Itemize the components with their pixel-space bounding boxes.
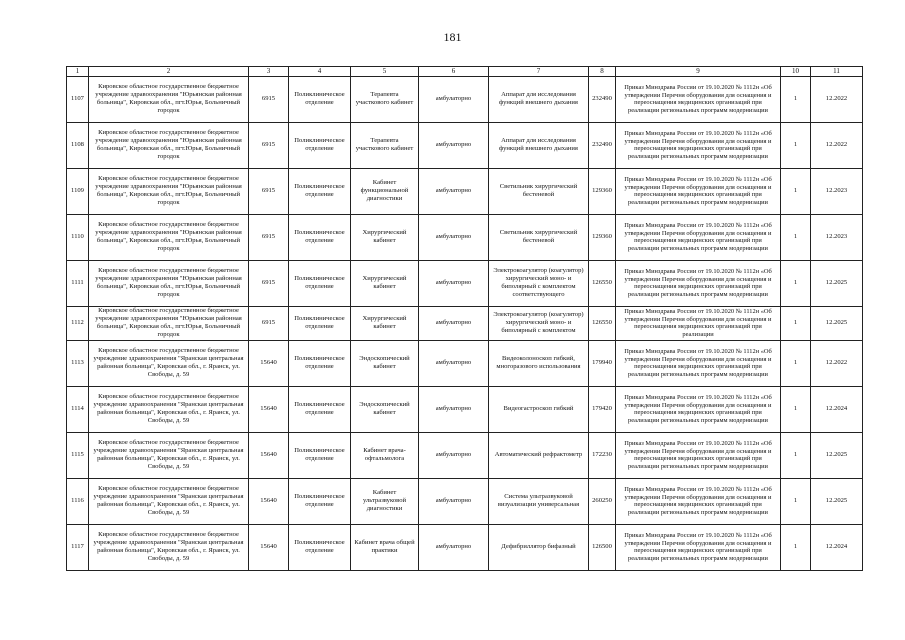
equipment-name-cell: Электрокоагулятор (коагулятор) хирургический моно- и биполярный с комплектом соответствующего [489,260,589,306]
room-cell: Кабинет врача-офтальмолога [351,432,419,478]
table-row [67,260,863,306]
department-cell: Поликлиническое отделение [289,524,351,570]
room-cell: Кабинет ультразвуковой диагностики [351,478,419,524]
table-row [67,76,863,122]
equipment-code-cell: 232490 [589,76,616,122]
equipment-name-cell: Дефибриллятор бифазный [489,524,589,570]
equipment-code-cell: 260250 [589,478,616,524]
department-cell: Поликлиническое отделение [289,306,351,340]
room-cell: Терапевта участкового кабинет [351,122,419,168]
deadline-cell: 12.2022 [811,340,863,386]
room-cell: Хирургический кабинет [351,260,419,306]
row-number-cell: 1111 [67,260,89,306]
equipment-code-cell: 129360 [589,168,616,214]
room-cell: Эндоскопический кабинет [351,386,419,432]
equipment-code-cell: 129360 [589,214,616,260]
legal-basis-cell: Приказ Минздрава России от 19.10.2020 № 1112н «Об утверждении Перечня оборудования для оснащения и переоснащения медицинских организаций при реализации [616,306,781,340]
row-number-cell: 1110 [67,214,89,260]
legal-basis-cell: Приказ Минздрава России от 19.10.2020 № 1112н «Об утверждении Перечня оборудования для оснащения и переоснащения медицинских организаций при реализации региональных программ модернизации [616,478,781,524]
department-cell: Поликлиническое отделение [289,432,351,478]
quantity-cell: 1 [781,76,811,122]
care-mode-cell: амбулаторно [419,122,489,168]
care-mode-cell: амбулаторно [419,386,489,432]
table-body [67,76,863,570]
equipment-name-cell: Видеогастроскоп гибкий [489,386,589,432]
column-header: 4 [289,67,351,77]
organization-cell: Кировское областное государственное бюджетное учреждение здравоохранения "Яранская центральная районная больница", Кировская обл., г. Яранск, ул. Свободы, д. 59 [89,432,249,478]
equipment-name-cell: Система ультразвуковой визуализации универсальная [489,478,589,524]
org-code-cell: 15640 [249,340,289,386]
organization-cell: Кировское областное государственное бюджетное учреждение здравоохранения "Юрьянская районная больница", Кировская обл., пгт.Юрья, Больничный городок [89,214,249,260]
quantity-cell: 1 [781,386,811,432]
care-mode-cell: амбулаторно [419,524,489,570]
row-number-cell: 1112 [67,306,89,340]
quantity-cell: 1 [781,306,811,340]
page-number: 181 [443,30,462,44]
table-row [67,306,863,340]
org-code-cell: 6915 [249,214,289,260]
department-cell: Поликлиническое отделение [289,76,351,122]
equipment-name-cell: Светильник хирургический бестеневой [489,168,589,214]
equipment-code-cell: 232490 [589,122,616,168]
column-header: 3 [249,67,289,77]
deadline-cell: 12.2024 [811,524,863,570]
room-cell: Кабинет врача общей практики [351,524,419,570]
column-header: 7 [489,67,589,77]
quantity-cell: 1 [781,168,811,214]
quantity-cell: 1 [781,260,811,306]
equipment-code-cell: 179420 [589,386,616,432]
equipment-table [66,66,863,571]
legal-basis-cell: Приказ Минздрава России от 19.10.2020 № 1112н «Об утверждении Перечня оборудования для оснащения и переоснащения медицинских организаций при реализации региональных программ модернизации [616,386,781,432]
room-cell: Кабинет функциональной диагностики [351,168,419,214]
column-header: 11 [811,67,863,77]
legal-basis-cell: Приказ Минздрава России от 19.10.2020 № 1112н «Об утверждении Перечня оборудования для оснащения и переоснащения медицинских организаций при реализации региональных программ модернизации [616,432,781,478]
equipment-name-cell: Электрокоагулятор (коагулятор) хирургический моно- и биполярный с комплектом [489,306,589,340]
legal-basis-cell: Приказ Минздрава России от 19.10.2020 № 1112н «Об утверждении Перечня оборудования для оснащения и переоснащения медицинских организаций при реализации региональных программ модернизации [616,340,781,386]
table-row [67,386,863,432]
care-mode-cell: амбулаторно [419,306,489,340]
deadline-cell: 12.2024 [811,386,863,432]
quantity-cell: 1 [781,122,811,168]
table-row [67,122,863,168]
row-number-cell: 1116 [67,478,89,524]
organization-cell: Кировское областное государственное бюджетное учреждение здравоохранения "Юрьянская районная больница", Кировская обл., пгт.Юрья, Больничный городок [89,306,249,340]
deadline-cell: 12.2023 [811,168,863,214]
org-code-cell: 6915 [249,76,289,122]
quantity-cell: 1 [781,432,811,478]
department-cell: Поликлиническое отделение [289,340,351,386]
quantity-cell: 1 [781,478,811,524]
department-cell: Поликлиническое отделение [289,478,351,524]
equipment-code-cell: 179940 [589,340,616,386]
org-code-cell: 15640 [249,478,289,524]
department-cell: Поликлиническое отделение [289,168,351,214]
care-mode-cell: амбулаторно [419,76,489,122]
deadline-cell: 12.2023 [811,214,863,260]
care-mode-cell: амбулаторно [419,432,489,478]
equipment-name-cell: Видеоколоноскоп гибкий, многоразового использования [489,340,589,386]
org-code-cell: 6915 [249,260,289,306]
table-row [67,432,863,478]
care-mode-cell: амбулаторно [419,340,489,386]
equipment-name-cell: Аппарат для исследования функций внешнего дыхания [489,76,589,122]
care-mode-cell: амбулаторно [419,168,489,214]
legal-basis-cell: Приказ Минздрава России от 19.10.2020 № 1112н «Об утверждении Перечня оборудования для оснащения и переоснащения медицинских организаций при реализации региональных программ модернизации [616,524,781,570]
table-row [67,214,863,260]
equipment-name-cell: Автоматический рефрактометр [489,432,589,478]
care-mode-cell: амбулаторно [419,478,489,524]
legal-basis-cell: Приказ Минздрава России от 19.10.2020 № 1112н «Об утверждении Перечня оборудования для оснащения и переоснащения медицинских организаций при реализации региональных программ модернизации [616,214,781,260]
organization-cell: Кировское областное государственное бюджетное учреждение здравоохранения "Яранская центральная районная больница", Кировская обл., г. Яранск, ул. Свободы, д. 59 [89,478,249,524]
quantity-cell: 1 [781,524,811,570]
legal-basis-cell: Приказ Минздрава России от 19.10.2020 № 1112н «Об утверждении Перечня оборудования для оснащения и переоснащения медицинских организаций при реализации региональных программ модернизации [616,168,781,214]
org-code-cell: 15640 [249,386,289,432]
equipment-code-cell: 126550 [589,306,616,340]
column-header: 6 [419,67,489,77]
room-cell: Хирургический кабинет [351,306,419,340]
row-number-cell: 1113 [67,340,89,386]
deadline-cell: 12.2025 [811,260,863,306]
room-cell: Хирургический кабинет [351,214,419,260]
room-cell: Эндоскопический кабинет [351,340,419,386]
column-header: 10 [781,67,811,77]
org-code-cell: 6915 [249,168,289,214]
department-cell: Поликлиническое отделение [289,386,351,432]
organization-cell: Кировское областное государственное бюджетное учреждение здравоохранения "Юрьянская районная больница", Кировская обл., пгт.Юрья, Больничный городок [89,76,249,122]
department-cell: Поликлиническое отделение [289,122,351,168]
department-cell: Поликлиническое отделение [289,214,351,260]
organization-cell: Кировское областное государственное бюджетное учреждение здравоохранения "Яранская центральная районная больница", Кировская обл., г. Яранск, ул. Свободы, д. 59 [89,386,249,432]
column-header: 1 [67,67,89,77]
deadline-cell: 12.2025 [811,478,863,524]
legal-basis-cell: Приказ Минздрава России от 19.10.2020 № 1112н «Об утверждении Перечня оборудования для оснащения и переоснащения медицинских организаций при реализации региональных программ модернизации [616,122,781,168]
org-code-cell: 6915 [249,306,289,340]
row-number-cell: 1109 [67,168,89,214]
deadline-cell: 12.2022 [811,122,863,168]
legal-basis-cell: Приказ Минздрава России от 19.10.2020 № 1112н «Об утверждении Перечня оборудования для оснащения и переоснащения медицинских организаций при реализации региональных программ модернизации [616,76,781,122]
equipment-name-cell: Аппарат для исследования функций внешнего дыхания [489,122,589,168]
header-row [67,67,863,77]
organization-cell: Кировское областное государственное бюджетное учреждение здравоохранения "Юрьянская районная больница", Кировская обл., пгт.Юрья, Больничный городок [89,260,249,306]
legal-basis-cell: Приказ Минздрава России от 19.10.2020 № 1112н «Об утверждении Перечня оборудования для оснащения и переоснащения медицинских организаций при реализации региональных программ модернизации [616,260,781,306]
quantity-cell: 1 [781,340,811,386]
room-cell: Терапевта участкового кабинет [351,76,419,122]
deadline-cell: 12.2025 [811,432,863,478]
table-row [67,524,863,570]
organization-cell: Кировское областное государственное бюджетное учреждение здравоохранения "Яранская центральная районная больница", Кировская обл., г. Яранск, ул. Свободы, д. 59 [89,340,249,386]
organization-cell: Кировское областное государственное бюджетное учреждение здравоохранения "Юрьянская районная больница", Кировская обл., пгт.Юрья, Больничный городок [89,122,249,168]
table-row [67,168,863,214]
column-header: 8 [589,67,616,77]
deadline-cell: 12.2022 [811,76,863,122]
equipment-code-cell: 126500 [589,524,616,570]
row-number-cell: 1115 [67,432,89,478]
table-row [67,340,863,386]
row-number-cell: 1107 [67,76,89,122]
care-mode-cell: амбулаторно [419,260,489,306]
column-header: 9 [616,67,781,77]
column-header: 5 [351,67,419,77]
organization-cell: Кировское областное государственное бюджетное учреждение здравоохранения "Яранская центральная районная больница", Кировская обл., г. Яранск, ул. Свободы, д. 59 [89,524,249,570]
care-mode-cell: амбулаторно [419,214,489,260]
equipment-name-cell: Светильник хирургический бестеневой [489,214,589,260]
row-number-cell: 1108 [67,122,89,168]
table-row [67,478,863,524]
organization-cell: Кировское областное государственное бюджетное учреждение здравоохранения "Юрьянская районная больница", Кировская обл., пгт.Юрья, Больничный городок [89,168,249,214]
equipment-code-cell: 126550 [589,260,616,306]
quantity-cell: 1 [781,214,811,260]
row-number-cell: 1114 [67,386,89,432]
org-code-cell: 15640 [249,432,289,478]
row-number-cell: 1117 [67,524,89,570]
equipment-code-cell: 172230 [589,432,616,478]
column-header: 2 [89,67,249,77]
department-cell: Поликлиническое отделение [289,260,351,306]
deadline-cell: 12.2025 [811,306,863,340]
org-code-cell: 6915 [249,122,289,168]
org-code-cell: 15640 [249,524,289,570]
